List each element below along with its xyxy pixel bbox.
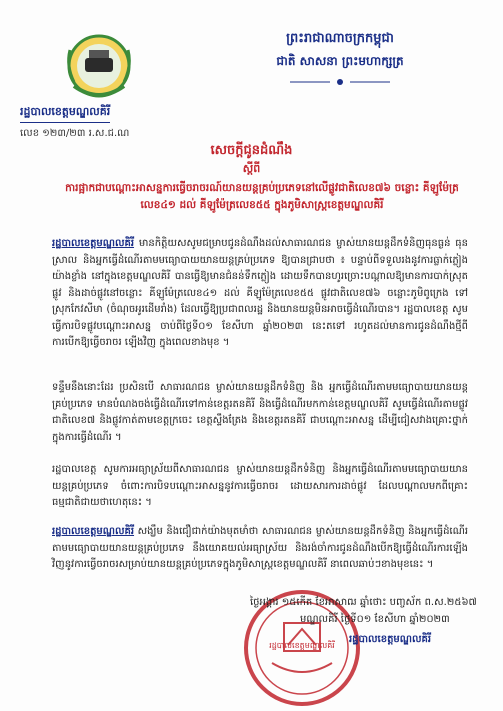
kingdom-motto-block: [200, 30, 480, 90]
document-title: សេចក្ដីជូនដំណឹង: [210, 143, 293, 158]
paragraph-1-lead: រដ្ឋបាលខេត្តមណ្ឌលគិរី: [52, 238, 135, 249]
paragraph-4-text: សង្ឃឹម និងជឿជាក់យ៉ាងមុតមាំថា សាធារណជន ម្ចាស់យានយន្តដឹកទំនិញ និងអ្នកធ្វើដំណើរតាមមធ្យោបាយយានយន្តគ្រប់ប្រភេទ នឹងយោគយល់អធ្យាស្រ័យ និងរង់ចាំការជូនដំណឹងបើកឱ្យធ្វើដំណើរការឡើងវិញនូវការធ្វើចរាចរសម្រាប់យានយន្តគ្រប់ប្រភេទក្នុងភូមិសាស្រ្តខេត្តមណ្ឌលគិរី នាពេលឆាប់ៗខាងមុខនេះ ។: [52, 526, 468, 570]
seal-text: រដ្ឋបាលខេត្តមណ្ឌលគិរី: [269, 641, 335, 650]
paragraph-1-text: មានកិត្តិយសសូមជម្រាបជូនដំណឹងដល់សាធារណជន ម្ចាស់យានយន្តដឹកទំនិញធុនធ្ងន់ ធុនស្រាល និងអ្នកធ្វើដំណើរតាមមធ្យោបាយយានយន្តគ្រប់ប្រភេទ ឱ្យបានជ្រាបថា ៖ បន្ទាប់ពីទទួលរងនូវការធ្លាក់ភ្លៀងយ៉ាងខ្លាំង នៅក្នុងខេត្តមណ្ឌលគិរី បានធ្វើឱ្យមានជំនន់ទឹកភ្លៀង ដោយទឹកបានហូរច្រោះបណ្ដាលឱ្យមានការបាក់ស្រុតផ្លូវ និងដាច់ផ្លូវនៅចន្លោះ គីឡូម៉ែត្រលេខ៤១ ដល់ គីឡូម៉ែត្រលេខ៥៥ ផ្លូវជាតិលេខ៧៦ ចន្លោះភូមិពូក្រេង ទៅស្រុកកែវសីមា (ចំណុចអូរដើមរាំង) ដែលធ្វើឱ្យប្រជាពលរដ្ឋ និងយានយន្តមិនអាចធ្វើដំណើរបាន។ រដ្ឋបាលខេត្ត សូមធ្វើការបិទផ្លូវបណ្ដោះអាសន្ន ចាប់ពីថ្ងៃទី០១ ខែសីហា ឆ្នាំ២០២៣ នេះតទៅ រហូតដល់មានការជូនដំណឹងថ្មីពីការបើកឱ្យធ្វើចរាចរ ឡើងវិញ ក្នុងពេលខាងមុខ ។: [52, 238, 468, 348]
issuing-authority-block: [20, 100, 200, 141]
document-subtitle: ស្ដីពី: [242, 162, 261, 175]
national-motto: ជាតិ សាសនា ព្រះមហាក្សត្រ: [276, 54, 404, 68]
paragraph-1: [52, 236, 468, 352]
lunar-date: ថ្ងៃអង្គារ ១៥កើត ខែអាសាឍ ឆ្នាំថោះ បញ្ចស័ក ព.ស.២៥៦៧: [250, 597, 477, 608]
reference-number: លេខ ១២៣/២៣ រ.ស.ជ.ណ: [20, 128, 130, 139]
solar-date: មណ្ឌលគិរី ថ្ងៃទី០១ ខែសីហា ឆ្នាំ២០២៣: [300, 614, 450, 625]
ornament-divider-icon: [285, 78, 395, 86]
document-heading: ការផ្អាកជាបណ្ដោះអាសន្នការធ្វើចរាចរណ៍យានយន្តគ្រប់ប្រភេទនៅលើផ្លូវជាតិលេខ៧៦ ចន្លោះ គីឡូម៉ែត្រលេខ៤១ ដល់ គីឡូម៉ែត្រលេខ៥៥ ក្នុងភូមិសាស្រ្តខេត្តមណ្ឌលគិរី: [65, 182, 459, 211]
issuing-authority: រដ្ឋបាលខេត្តមណ្ឌលគិរី: [20, 105, 110, 123]
paragraph-3: រដ្ឋបាលខេត្ត សូមការអធ្យាស្រ័យពីសាធារណជន ម្ចាស់យានយន្តដឹកទំនិញ និងអ្នកធ្វើដំណើរតាមមធ្យោបាយយានយន្តគ្រប់ប្រភេទ ចំពោះការបិទបណ្ដោះអាសន្ននូវការធ្វើចរាចរ ដោយសារការដាច់ផ្លូវ ដែលបណ្ដាលមកពីគ្រោះធម្មជាតិជាយថាហេតុនេះ ។: [52, 464, 468, 508]
paragraph-2: ទន្ទឹមនឹងនោះដែរ ប្រសិនបើ សាធារណជន ម្ចាស់យានយន្តដឹកទំនិញ និង អ្នកធ្វើដំណើរតាមមធ្យោបាយយានយន្តគ្រប់ប្រភេទ មានបំណងចង់ធ្វើដំណើរទៅកាន់ខេត្តរតនគិរី និងធ្វើដំណើរមកកាន់ខេត្តមណ្ឌលគិរី សូមធ្វើដំណើរតាមផ្លូវជាតិលេខ៧ និងផ្លូវកាត់តាមខេត្តក្រចេះ ខេត្តស្ទឹងត្រែង និងខេត្តរតនគិរី ជាបណ្ដោះអាសន្ន ដើម្បីជៀសវាងគ្រោះថ្នាក់ក្នុងការធ្វើដំណើរ ។: [52, 382, 468, 443]
paragraph-4: [52, 524, 468, 574]
paragraph-4-lead: រដ្ឋបាលខេត្តមណ្ឌលគិរី: [52, 526, 135, 537]
kingdom-name: ព្រះរាជាណាចក្រកម្ពុជា: [286, 31, 394, 46]
provincial-emblem-icon: [60, 30, 138, 100]
signatory: រដ្ឋបាលខេត្តមណ្ឌលគិរី: [348, 634, 432, 645]
